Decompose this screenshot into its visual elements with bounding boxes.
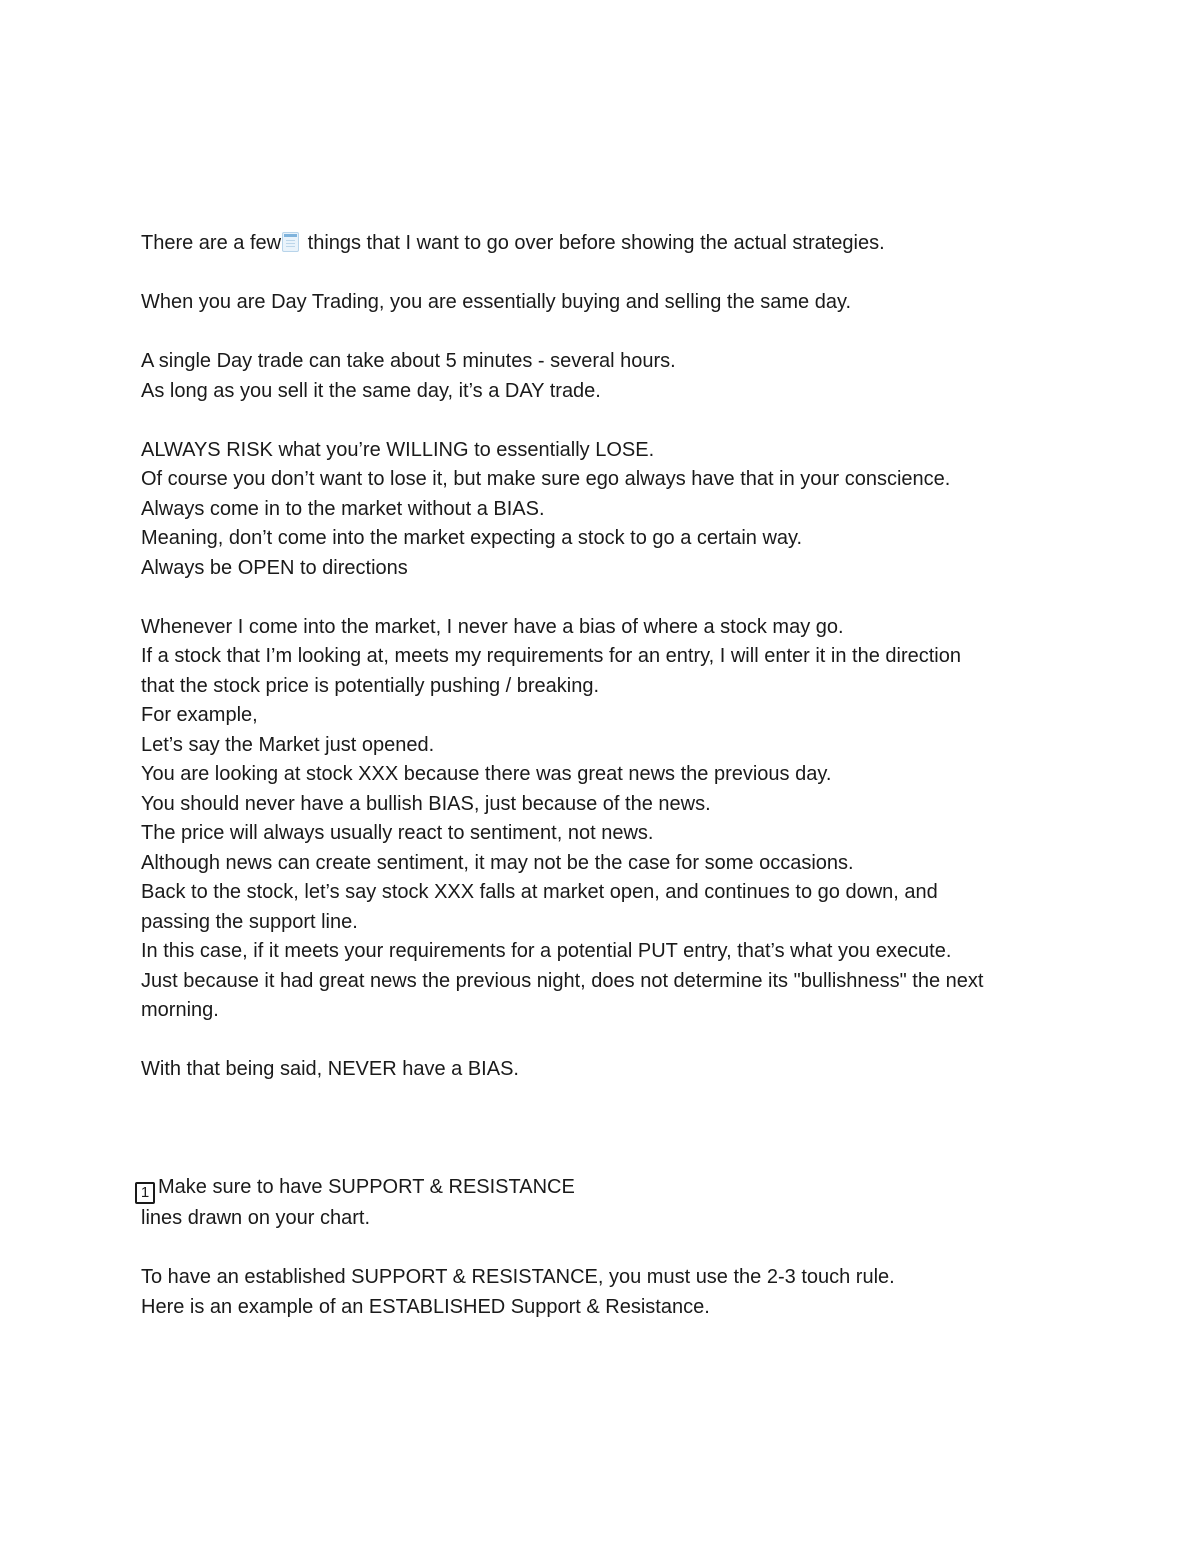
document-body — [141, 229, 1081, 1322]
paragraph-line: The price will always usually react to sentiment, not news. — [141, 822, 654, 844]
paragraph-line: Always be OPEN to directions — [141, 556, 408, 579]
paragraph-line: Always come in to the market without a BIAS. — [141, 497, 545, 520]
paragraph-line: In this case, if it meets your requirements for a potential PUT entry, that’s what you execute. — [141, 940, 952, 962]
blank-line — [141, 1114, 1081, 1144]
text-run: There are a few — [141, 232, 282, 254]
paragraph-line: Let’s say the Market just opened. — [141, 733, 435, 756]
blank-line — [141, 1234, 1081, 1264]
paragraph-line: Meaning, don’t come into the market expecting a stock to go a certain way. — [141, 527, 803, 549]
paragraph-line: Of course you don’t want to lose it, but make sure ego always have that in your conscience. — [141, 468, 951, 490]
paragraph-line: If a stock that I’m looking at, meets my requirements for an entry, I will enter it in the direction — [141, 645, 961, 667]
blank-line — [141, 1085, 1081, 1115]
paragraph-line: lines drawn on your chart. — [141, 1207, 371, 1229]
section-heading-line — [141, 1173, 1081, 1204]
paragraph-line: morning. — [141, 999, 219, 1021]
blank-line — [141, 1026, 1081, 1056]
paragraph-line: Here is an example of an ESTABLISHED Support & Resistance. — [141, 1295, 710, 1318]
paragraph-line: passing the support line. — [141, 910, 358, 933]
paragraph-line: that the stock price is potentially pushing / breaking. — [141, 674, 600, 697]
paragraph-line: You are looking at stock XXX because there was great news the previous day. — [141, 763, 832, 785]
paragraph-line: With that being said, NEVER have a BIAS. — [141, 1058, 519, 1080]
paragraph-line: For example, — [141, 704, 258, 726]
blank-line — [141, 406, 1081, 436]
text-run: things that I want to go over before showing the actual strategies. — [302, 232, 885, 254]
keycap-1-icon: 1 — [135, 1182, 155, 1204]
blank-line — [141, 1144, 1081, 1174]
blank-line — [141, 318, 1081, 348]
paragraph-line: Although news can create sentiment, it may not be the case for some occasions. — [141, 851, 854, 874]
blank-line — [141, 583, 1081, 613]
paragraph-line: To have an established SUPPORT & RESISTANCE, you must use the 2-3 touch rule. — [141, 1266, 895, 1288]
paragraph-line: ALWAYS RISK what you’re WILLING to essentially LOSE. — [141, 438, 655, 461]
paragraph-line: When you are Day Trading, you are essentially buying and selling the same day. — [141, 291, 852, 313]
paragraph-line: Whenever I come into the market, I never have a bias of where a stock may go. — [141, 615, 844, 638]
paragraph-line — [141, 229, 1081, 259]
paragraph-line: A single Day trade can take about 5 minutes - several hours. — [141, 350, 676, 372]
paragraph-line: As long as you sell it the same day, it’s a DAY trade. — [141, 379, 601, 402]
text-run: Make sure to have SUPPORT & RESISTANCE — [158, 1176, 575, 1198]
paragraph-line: Back to the stock, let’s say stock XXX falls at market open, and continues to go down, and — [141, 881, 938, 903]
paragraph-line: Just because it had great news the previous night, does not determine its "bullishness" the next — [141, 969, 984, 992]
blank-line — [141, 259, 1081, 289]
notepad-icon — [282, 232, 299, 252]
paragraph-line: You should never have a bullish BIAS, just because of the news. — [141, 792, 711, 815]
